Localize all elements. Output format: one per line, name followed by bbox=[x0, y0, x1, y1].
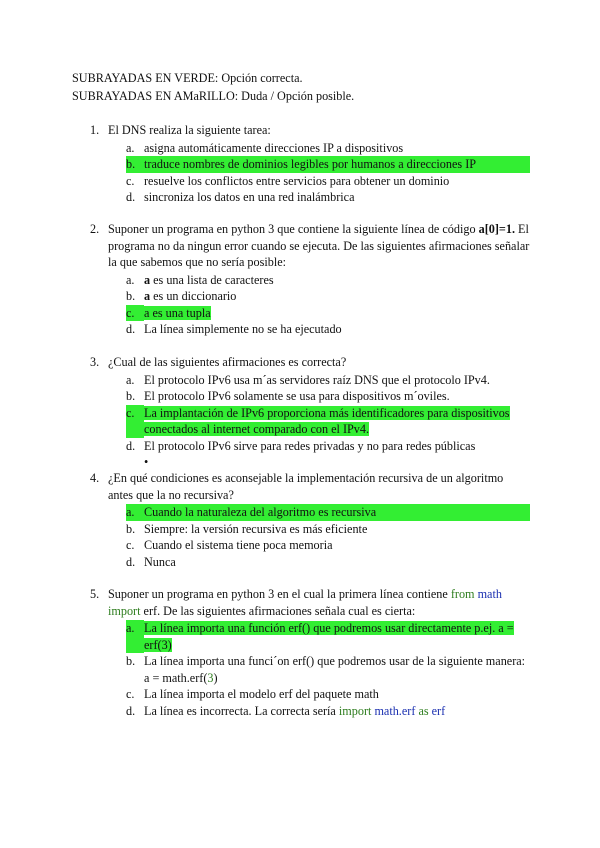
option-c: c. resuelve los conflictos entre servicios para obtener un dominio bbox=[126, 173, 450, 188]
question-number: 3. bbox=[90, 355, 100, 369]
legend-yellow: SUBRAYADAS EN AMaRILLO: Duda / Opción posible. bbox=[72, 89, 355, 103]
legend-green: SUBRAYADAS EN VERDE: Opción correcta. bbox=[72, 71, 303, 85]
option-c-correct: c. La implantación de IPv6 proporciona más identificadores para dispositivos conectados al internet comparado con el IPv4. bbox=[126, 405, 510, 436]
code-keyword-from: from bbox=[450, 587, 475, 601]
stray-bullet: • bbox=[144, 455, 149, 469]
question-5 bbox=[90, 586, 530, 719]
option-a-correct: a. Cuando la naturaleza del algoritmo es recursiva bbox=[126, 504, 530, 521]
option-b: b. El protocolo IPv6 solamente se usa para dispositivos m´oviles. bbox=[126, 389, 450, 403]
option-b: b. Siempre: la versión recursiva es más eficiente bbox=[126, 521, 368, 536]
option-d: d. Nunca bbox=[126, 554, 176, 569]
option-a: a. El protocolo IPv6 usa m´as servidores raíz DNS que el protocolo IPv4. bbox=[126, 372, 490, 387]
question-number: 5. bbox=[90, 587, 100, 601]
option-b-correct: b. traduce nombres de dominios legibles por humanos a direcciones IP bbox=[126, 156, 530, 173]
code-keyword-import: import bbox=[108, 603, 141, 618]
question-text: ¿Cual de las siguientes afirmaciones es correcta? bbox=[108, 355, 347, 369]
question-3 bbox=[90, 354, 530, 471]
option-a-correct: a. La línea importa una función erf() que podremos usar directamente p.ej. a = erf(3) bbox=[126, 621, 514, 652]
option-d: d. La línea simplemente no se ha ejecutado bbox=[126, 322, 342, 336]
option-a: a. asigna automáticamente direcciones IP a dispositivos bbox=[126, 140, 404, 155]
question-number: 1. bbox=[90, 123, 100, 137]
question-4 bbox=[90, 470, 530, 570]
question-number: 4. bbox=[90, 471, 100, 485]
question-2 bbox=[90, 221, 530, 338]
option-d: d. El protocolo IPv6 sirve para redes privadas y no para redes públicas bbox=[126, 438, 476, 453]
code-snippet: a[0]=1. bbox=[478, 222, 515, 236]
option-d: d. sincroniza los datos en una red inalámbrica bbox=[126, 190, 355, 204]
option-c: c. Cuando el sistema tiene poca memoria bbox=[126, 538, 333, 552]
question-text: Suponer un programa en python 3 en el cual la primera línea contiene from math import erf. De las siguientes afirmaciones señala cual es cierta: bbox=[108, 587, 502, 618]
option-c-correct: c. a es una tupla bbox=[126, 305, 211, 320]
code-module-math: math bbox=[477, 587, 502, 601]
question-text: ¿En qué condiciones es aconsejable la implementación recursiva de un algoritmo antes que la no recursiva? bbox=[108, 471, 504, 502]
option-b: b. a es un diccionario bbox=[126, 289, 237, 303]
option-b: b. La línea importa una funci´on erf() que podremos usar de la siguiente manera: a = math.erf(3) bbox=[126, 654, 526, 685]
question-1 bbox=[90, 122, 530, 206]
option-c: c. La línea importa el modelo erf del paquete math bbox=[126, 687, 379, 701]
option-d: d. La línea es incorrecta. La correcta sería import math.erf as erf bbox=[126, 703, 446, 718]
question-text: Suponer un programa en python 3 que contiene la siguiente línea de código a[0]=1. El programa no da ningun error cuando se ejecuta. De las siguientes afirmaciones señalar la que sabemos que no sería posible: bbox=[108, 222, 530, 269]
option-a: a. a es una lista de caracteres bbox=[126, 272, 274, 287]
question-text: El DNS realiza la siguiente tarea: bbox=[108, 123, 271, 137]
question-number: 2. bbox=[90, 222, 100, 236]
